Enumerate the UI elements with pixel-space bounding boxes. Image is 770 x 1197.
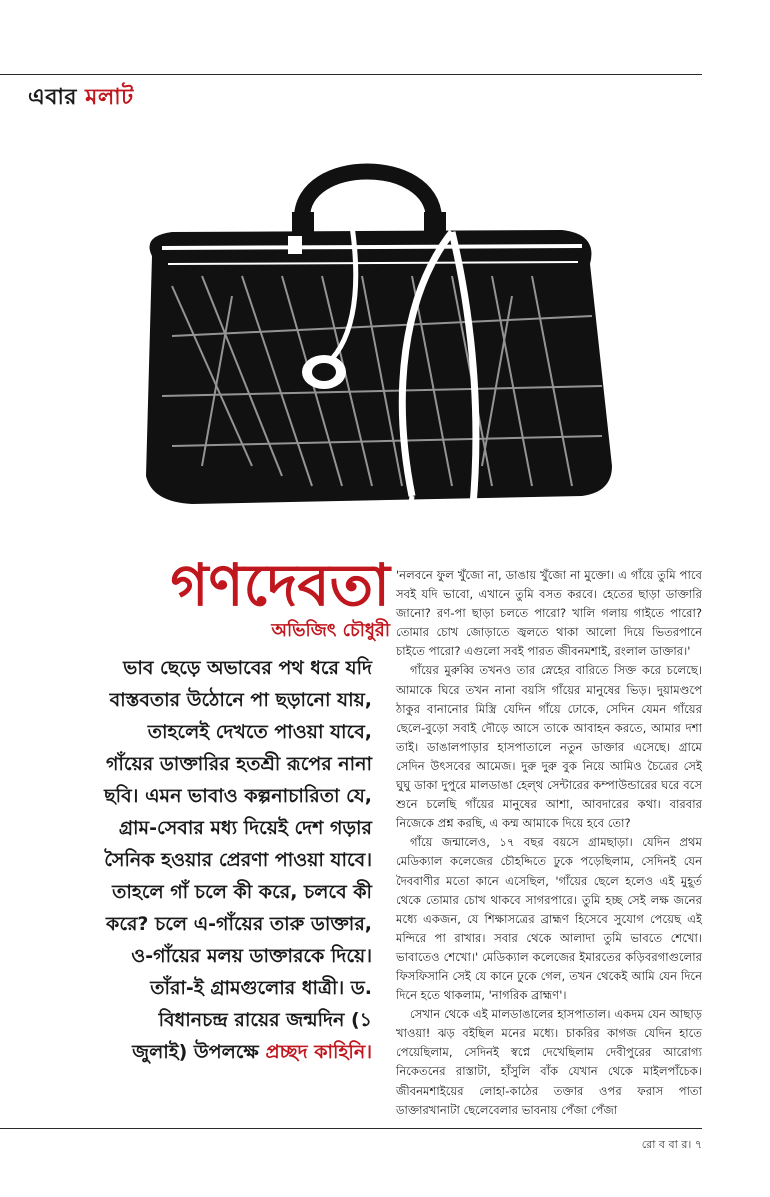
article-title: গণদেবতা — [170, 551, 390, 619]
page-folio: রো ব বা র। ৭ — [641, 1138, 702, 1151]
bottom-rule — [0, 1128, 702, 1129]
article-intro — [100, 652, 372, 1068]
section-label-prefix: এবার — [28, 85, 86, 110]
body-paragraph: 'নলবনে ফুল খুঁজো না, ডাঙায় খুঁজো না মুক্তো। এ গাঁয়ে তুমি পাবে সবই যদি ভাবো, এখানে তুমি বসত করবে। হেতের ছাড়া ডাক্তারি জানো? রণ-পা ছাড়া চলতে পারো? খালি গলায় গাইতে পারো? তোমার চোখ জোড়াতে জ্বলতে থাকা আলো দিয়ে ভিতরপানে চাইতে পারো? এগুলো সবই পারত জীবনমশাই, রংলাল ডাক্তার।' — [396, 568, 702, 659]
cover-story-tag: প্রচ্ছদ কাহিনি। — [265, 1041, 372, 1063]
intro-text: ভাব ছেড়ে অভাবের পথ ধরে যদি বাস্তবতার উঠোনে পা ছড়ানো যায়, তাহলেই দেখতে পাওয়া যাবে, গাঁয়ের ডাক্তারির হতশ্রী রূপের নানা ছবি। এমন ভাবাও কল্পনাচারিতা যে, গ্রাম-সেবার মধ্য দিয়েই দেশ গড়ার সৈনিক হওয়ার প্রেরণা পাওয়া যাবে। তাহলে গাঁ চলে কী করে, চলবে কী করে? চলে এ-গাঁয়ের তারু ডাক্তার, ও-গাঁয়ের মলয় ডাক্তারকে দিয়ে। তাঁরা-ই গ্রামগুলোর ধাত্রী। ড. বিধানচন্দ্র রায়ের জন্মদিন (১ জুলাই) উপলক্ষে — [104, 657, 372, 1063]
article-byline: অভিজিৎ চৌধুরী — [271, 620, 390, 641]
top-rule — [0, 74, 702, 75]
article-body — [396, 566, 702, 1120]
body-paragraph: গাঁয়ে জন্মালেও, ১৭ বছর বয়সে গ্রামছাড়া। যেদিন প্রথম মেডিক্যাল কলেজের চৌহদ্দিতে ঢুকে পড়েছিলাম, সেদিনই যেন দৈববাণীর মতো কানে এসেছিল, 'গাঁয়ের ছেলে হলেও এই মুহূর্ত থেকে তোমার চোখ থাকবে সাগরপারে। তুমি হচ্ছ সেই লক্ষ জনের মধ্যে একজন, যে শিক্ষাসত্রের ব্রাহ্মণ হিসেবে সুযোগ পেয়েছ এই মন্দিরে পা রাখার। সবার থেকে আলাদা তুমি ভাবতে শেখো। ভাবাতেও শেখো।' মেডিক্যাল কলেজের ইমারতের কড়িবরগাগুলোর ফিসফিসানি সেই যে কানে ঢুকে গেল, তখন থেকেই আমি যেন দিনে দিনে হতে থাকলাম, 'নাগরিক ব্রাহ্মণ'। — [396, 835, 702, 1003]
body-paragraph: সেখান থেকে এই মালডাঙালের হাসপাতাল। একদম যেন আছাড় খাওয়া! ঝড় বইছিল মনের মধ্যে। চাকরির কাগজ যেদিন হাতে পেয়েছিলাম, সেদিনই স্বপ্নে দেখেছিলাম দেবীপুরের আরোগ্য নিকেতনের রাস্তাটা, হাঁসুলি বাঁক যেখান থেকে মাইলপাঁচেক। জীবনমশাইয়ের লোহা-কাঠের তক্তার ওপর ফরাস পাতা ডাক্তারখানাটা ছেলেবেলার ভাবনায় পেঁজা পেঁজা — [396, 1007, 702, 1117]
section-label-accent: মলাট — [85, 85, 134, 110]
body-paragraph: গাঁয়ের মুরুব্বি তখনও তার স্নেহের বারিতে সিক্ত করে চলেছে। আমাকে ঘিরে তখন নানা বয়সি গাঁয়ের মানুষের ভিড়। দুয়ামণ্ডপে ঠাকুর বানানোর মিস্ত্রি যেদিন গাঁয়ে ঢোকে, সেদিন যেমন গাঁয়ের ছেলে-বুড়ো সবাই দৌড়ে আসে তাকে আবাহন করতে, আমার দশা তাই। ডাঙালপাড়ার হাসপাতালে নতুন ডাক্তার এসেছে। গ্রামে সেদিন উৎসবের আমেজ। দুরু দুরু বুক নিয়ে আমিও চৈত্রের সেই ঘুঘু ডাকা দুপুরে মালডাঙা হেল্থ সেন্টারের কম্পাউন্ডারের ঘরে বসে শুনে চলেছি গাঁয়ের মানুষের আশা, আবদারের কথা। বারবার নিজেকে প্রশ্ন করছি, এ কম্ম আমাকে দিয়ে হবে তো? — [396, 663, 702, 831]
section-label — [28, 80, 134, 117]
doctor-bag-illustration — [112, 136, 624, 544]
